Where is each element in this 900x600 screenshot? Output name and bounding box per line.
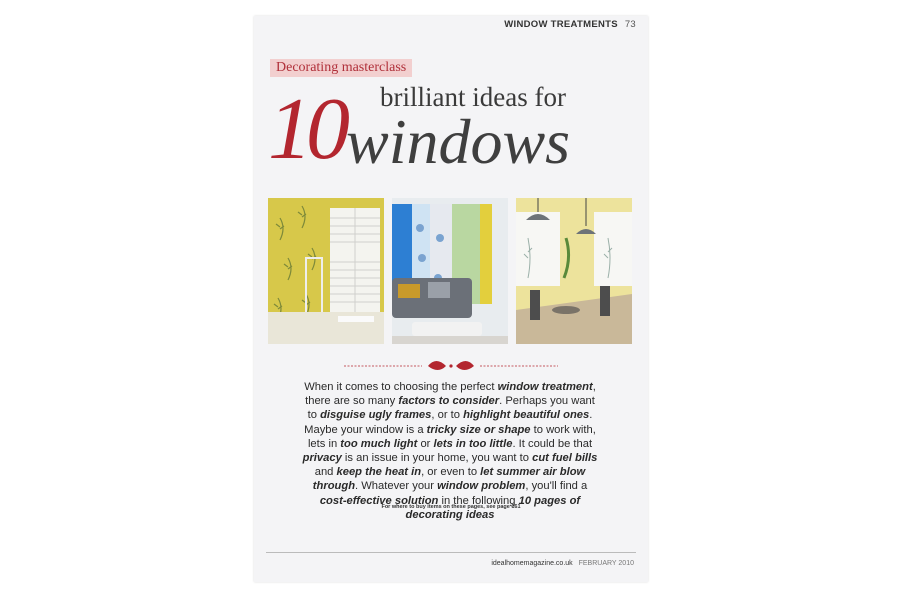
kicker-label: Decorating masterclass (270, 59, 412, 77)
emphasis-phrase: lets in too little (433, 437, 513, 450)
shopping-credit-note: For where to buy items on these pages, see page 161 (381, 504, 521, 510)
emphasis-phrase: keep the heat in (336, 466, 422, 479)
intro-paragraph (300, 380, 600, 522)
text-run: is an issue in your home, you want to (341, 452, 533, 465)
text-run: and (314, 466, 337, 479)
footer-issue-date: FEBRUARY 2010 (578, 560, 634, 567)
text-run: . It could be that (512, 437, 593, 450)
text-run: , or to (431, 409, 464, 422)
emphasis-phrase: let summer air blow through (312, 466, 586, 493)
page-number: 73 (624, 19, 636, 30)
footer-divider (266, 552, 636, 553)
text-run: When it comes to choosing the perfect (304, 381, 498, 393)
emphasis-phrase: factors to consider (398, 395, 500, 408)
magazine-page (254, 16, 648, 582)
headline-number: 10 (268, 81, 344, 178)
emphasis-phrase: tricky size or shape (426, 423, 531, 436)
emphasis-phrase: 10 pages of decorating ideas (405, 494, 581, 521)
headline-line-1: brilliant ideas for (380, 82, 566, 112)
emphasis-phrase: privacy (302, 452, 342, 465)
text-run: . Perhaps you want to (307, 395, 595, 422)
text-run: . Maybe your window is a (304, 409, 593, 436)
text-run: in the following (438, 494, 519, 507)
emphasis-phrase: cost-effective solution (319, 494, 439, 507)
blue-panel-blinds-living-room-photo (392, 198, 508, 344)
section-title: WINDOW TREATMENTS (504, 19, 618, 30)
emphasis-phrase: disguise ugly frames (320, 409, 432, 422)
emphasis-phrase: window problem (437, 480, 526, 493)
emphasis-phrase: too much light (340, 437, 418, 450)
kitchen-pendant-lights-frosted-windows-photo (516, 198, 632, 344)
yellow-fern-wallpaper-shutters-photo (268, 198, 384, 344)
photo-strip (268, 198, 632, 344)
text-run: , or even to (421, 466, 481, 479)
emphasis-phrase: cut fuel bills (532, 452, 598, 465)
emphasis-phrase: window treatment (497, 381, 593, 393)
emphasis-phrase: highlight beautiful ones (463, 409, 590, 422)
running-head (504, 19, 636, 30)
text-run: , there are so many (305, 381, 596, 408)
page-footer (491, 560, 634, 567)
text-run: or (417, 437, 434, 450)
text-run: to work with, lets in (307, 423, 596, 450)
text-run: . Whatever your (355, 480, 438, 493)
headline-line-2: windows (346, 106, 571, 177)
footer-website: idealhomemagazine.co.uk (491, 560, 573, 567)
text-run: , you'll find a (525, 480, 588, 493)
decorative-divider-ornament (344, 356, 558, 376)
